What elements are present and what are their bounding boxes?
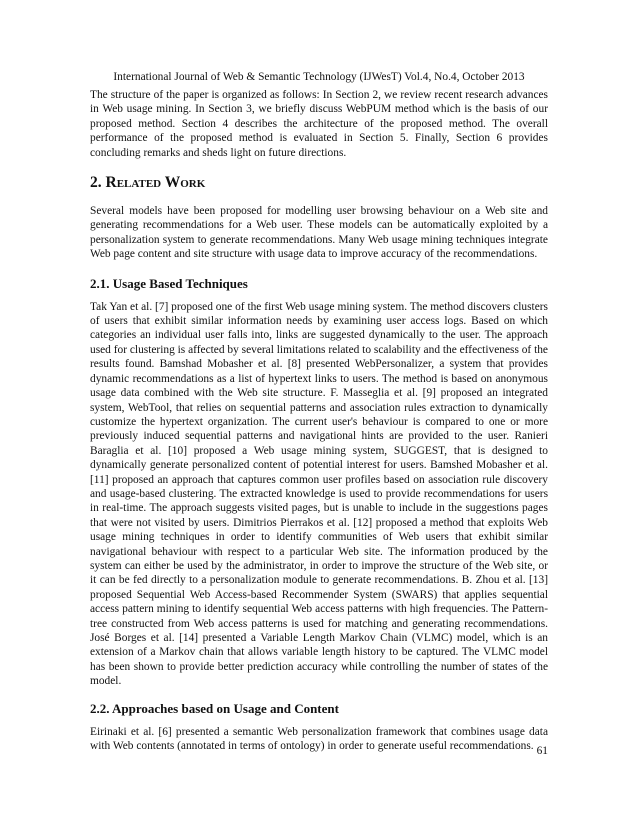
intro-paragraph: The structure of the paper is organized as follows: In Section 2, we review recent research advances in Web usage mining. In Section 3, we briefly discuss WebPUM method which is the basis of our proposed method. Section 4 describes the architecture of the proposed method. The overall performance of the proposed method is evaluated in Section 5. Finally, Section 6 provides concluding remarks and sheds light on future directions.: [90, 89, 548, 159]
subsection-heading-usage-based: 2.1. Usage Based Techniques: [90, 275, 248, 291]
section-heading-related-work: 2. Related Work: [90, 174, 206, 192]
page-number: 61: [536, 745, 548, 757]
related-work-paragraph: Several models have been proposed for modelling user browsing behaviour on a Web site and generating recommendations for a Web user. These models can be automatically exploited by a personalization system to generate recommendations. Many Web usage mining techniques integrate Web page content and site structure with usage data to improve accuracy of the recommendations.: [90, 205, 548, 261]
subsection-heading-usage-content: 2.2. Approaches based on Usage and Content: [90, 700, 339, 716]
usage-content-paragraph: Eirinaki et al. [6] presented a semantic Web personalization framework that combines usage data with Web contents (annotated in terms of ontology) in order to generate useful recommendations.: [90, 725, 548, 753]
page-content: [90, 88, 548, 753]
usage-based-paragraph: Tak Yan et al. [7] proposed one of the first Web usage mining system. The method discovers clusters of users that exhibit similar information needs by examining user access logs. Based on which categories an individual user falls into, links are suggested dynamically to the user. The approach used for clustering is affected by several limitations related to scalability and the effectiveness of the results found. Bamshad Mobasher et al. [8] presented WebPersonalizer, a system that provides dynamic recommendations as a list of hypertext links to users. The method is based on anonymous usage data combined with the Web site structure. F. Masseglia et al. [9] proposed an integrated system, WebTool, that relies on sequential patterns and association rules extraction to dynamically customize the hypertext organization. The current user's behaviour is compared to one or more previously induced sequential patterns and navigational hints are provided to the user. Ranieri Baraglia et al. [10] proposed a Web usage mining system, SUGGEST, that is designed to dynamically generate personalized content of potential interest for users. Bamshed Mobasher et al. [11] proposed an approach that captures common user profiles based on association rule discovery and usage-based clustering. The extracted knowledge is used to provide recommendations for users in real-time. The approach suggests visited pages, but is unable to include in the suggestions pages that were not visited by users. Dimitrios Pierrakos et al. [12] proposed a method that exploits Web usage mining techniques in order to identify communities of Web users that exhibit similar navigational behaviour with respect to a particular Web site. The information produced by the system can either be used by the administrator, in order to improve the structure of the Web site, or it can be fed directly to a personalization module to generate recommendations. B. Zhou et al. [13] proposed Sequential Web Access-based Recommender System (SWARS) that applies sequential access pattern mining to identify sequential Web access patterns with high frequencies. The Pattern-tree constructed from Web access patterns is used for matching and generating recommendations. José Borges et al. [14] presented a Variable Length Markov Chain (VLMC) model, which is an extension of a Markov chain that allows variable length history to be captured. The VLMC model has been shown to provide better prediction accuracy while controlling the number of states of the model.: [90, 300, 548, 688]
running-header: International Journal of Web & Semantic Technology (IJWesT) Vol.4, No.4, October 2013: [113, 71, 525, 83]
